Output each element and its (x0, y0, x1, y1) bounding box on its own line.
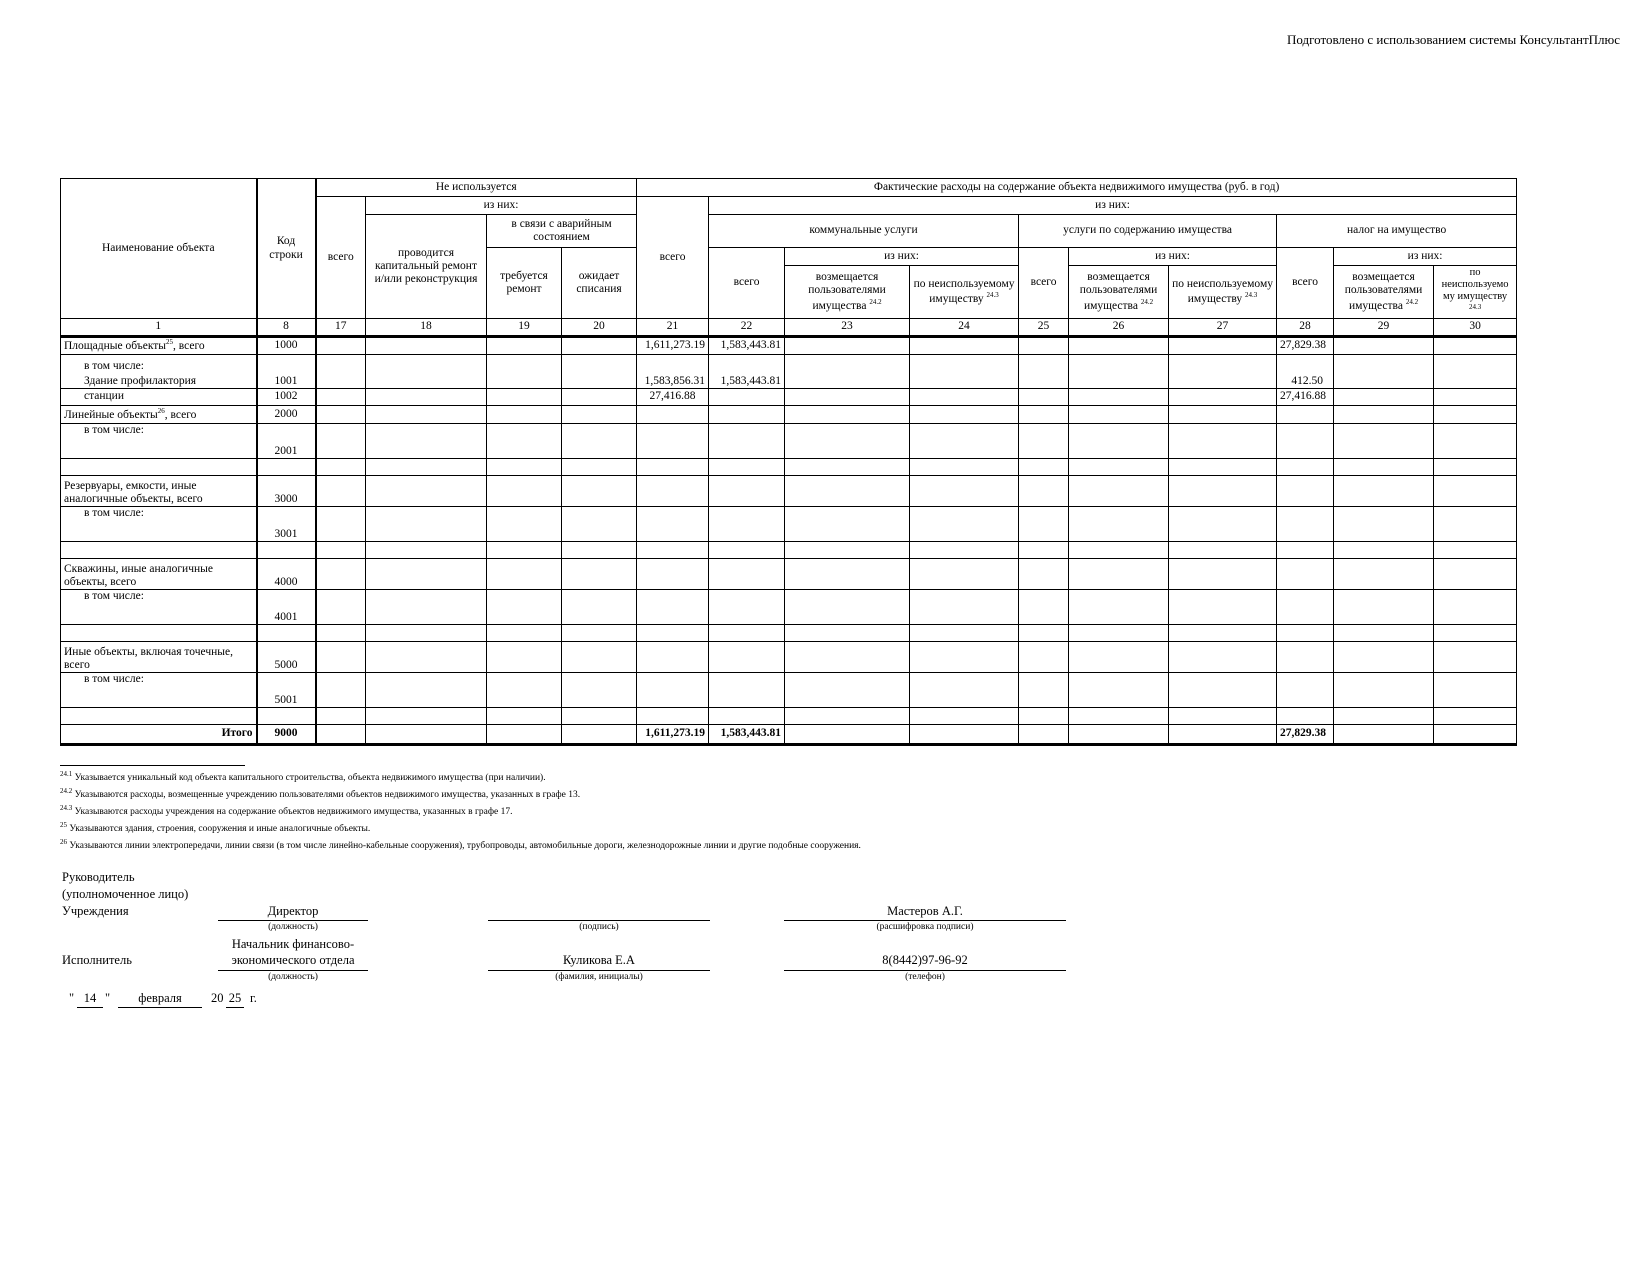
exec-position-caption: (должность) (268, 972, 318, 982)
exec-name: Куликова Е.А (563, 953, 635, 967)
colnum: 29 (1334, 319, 1434, 337)
header-tax-iz-nih: из них: (1334, 248, 1517, 266)
header-emergency: в связи с аварийным состоянием (487, 215, 637, 248)
exec-phone-caption: (телефон) (905, 972, 945, 982)
row-name: Линейные объекты$^{26}$, всего (61, 406, 257, 424)
header-capital-repair: проводится капитальный ремонт и/или реконструкция (366, 215, 487, 319)
row-code: 1002 (257, 389, 316, 406)
table-row (61, 642, 1517, 673)
row-name: в том числе: (61, 507, 257, 542)
table-row (61, 406, 1517, 424)
date-g: г. (250, 991, 257, 1005)
table-row (61, 507, 1517, 542)
row-name: Скважины, иные аналогичные объекты, всего (61, 559, 257, 590)
table-row (61, 625, 1517, 642)
table-row (61, 337, 1517, 355)
row-name: в том числе: (61, 424, 257, 459)
header-needs-repair: требуется ремонт (487, 248, 562, 319)
colnum: 30 (1434, 319, 1517, 337)
header-awaits-writeoff: ожидает списания (562, 248, 637, 319)
column-numbers-row (61, 319, 1517, 337)
total-label: Итого (61, 725, 257, 745)
row-name: Иные объекты, включая точечные, всего (61, 642, 257, 673)
exec-name-line (488, 970, 710, 971)
row-name: Резервуары, емкости, иные аналогичные объекты, всего (61, 476, 257, 507)
colnum: 27 (1169, 319, 1277, 337)
colnum: 24 (910, 319, 1019, 337)
colnum: 17 (316, 319, 366, 337)
date-quote-close: " (105, 991, 111, 1005)
colnum: 28 (1277, 319, 1334, 337)
row-name: станции (61, 389, 257, 406)
row-code: 2000 (257, 406, 316, 424)
date-year-line (226, 1007, 244, 1008)
header-maintenance: услуги по содержанию имущества (1019, 215, 1277, 248)
exec-phone: 8(8442)97-96-92 (882, 953, 968, 967)
exec-label: Исполнитель (62, 953, 132, 967)
header-not-used: Не используется (316, 179, 637, 197)
colnum: 26 (1069, 319, 1169, 337)
footnote-divider (60, 765, 245, 766)
colnum: 21 (637, 319, 709, 337)
head-position-caption: (должность) (268, 922, 318, 932)
head-signature-caption: (подпись) (579, 922, 619, 932)
date-day-line (77, 1007, 103, 1008)
row-name: в том числе: Здание профилактория (61, 355, 257, 389)
header-29: возмещается пользователями имущества $^{24.2}$ (1334, 266, 1434, 319)
real-estate-costs-table (60, 178, 1517, 746)
header-26: возмещается пользователями имущества $^{24.2}$ (1069, 266, 1169, 319)
header-actual-costs: Фактические расходы на содержание объекта недвижимого имущества (руб. в год) (637, 179, 1517, 197)
table-row (61, 559, 1517, 590)
date-century: 20 (211, 991, 224, 1005)
header-maintenance-iz-nih: из них: (1069, 248, 1277, 266)
total-28: 27,829.38 (1277, 725, 1334, 745)
colnum: 23 (785, 319, 910, 337)
header-25-total: всего (1019, 248, 1069, 319)
header-not-used-iz-nih: из них: (366, 197, 637, 215)
footnote: $^{26}$ Указываются линии электропередачи, линии связи (в том числе линейно-кабельные сооружения), трубопроводы, автомобильные дороги, железнодорожные линии и другие подобные сооружения. (60, 838, 861, 852)
colnum: 25 (1019, 319, 1069, 337)
row-code: 1001 (257, 355, 316, 389)
head-label-3: Учреждения (62, 904, 129, 918)
colnum: 1 (61, 319, 257, 337)
table-row (61, 708, 1517, 725)
cell-22: 1,583,443.81 (709, 355, 785, 389)
footnote: $^{24.1}$ Указывается уникальный код объекта капитального строительства, объекта недвижимого имущества (при наличии). (60, 770, 546, 784)
date-quote-open: " (69, 991, 75, 1005)
date-day: 14 (83, 991, 97, 1005)
table-row (61, 542, 1517, 559)
colnum: 19 (487, 319, 562, 337)
exec-position-line (218, 970, 368, 971)
cell-28: 412.50 (1277, 355, 1334, 389)
header-code: Код строки (257, 179, 316, 319)
footnote: $^{25}$ Указываются здания, строения, сооружения и иные аналогичные объекты. (60, 821, 371, 835)
cell-28: 27,416.88 (1277, 389, 1334, 406)
header-name: Наименование объекта (61, 179, 257, 319)
header-utilities: коммунальные услуги (709, 215, 1019, 248)
row-code: 2001 (257, 424, 316, 459)
header-17-total: всего (316, 197, 366, 319)
table-row (61, 355, 1517, 389)
cell-21: 27,416.88 (637, 389, 709, 406)
header-30: по неиспользуемо му имуществу $^{24.3}$ (1434, 266, 1517, 319)
header-utilities-iz-nih: из них: (785, 248, 1019, 266)
header-22-total: всего (709, 248, 785, 319)
total-22: 1,583,443.81 (709, 725, 785, 745)
row-code: 5001 (257, 673, 316, 708)
row-code: 1000 (257, 337, 316, 355)
table-row (61, 673, 1517, 708)
cell-21: 1,611,273.19 (637, 337, 709, 355)
row-code: 3001 (257, 507, 316, 542)
head-signature-line (488, 920, 710, 921)
exec-position-2: экономического отдела (231, 953, 355, 967)
row-name: в том числе: (61, 590, 257, 625)
header-28-total: всего (1277, 248, 1334, 319)
colnum: 8 (257, 319, 316, 337)
cell-22: 1,583,443.81 (709, 337, 785, 355)
date-month-line (118, 1007, 202, 1008)
date-year: 25 (228, 991, 242, 1005)
row-code: 4000 (257, 559, 316, 590)
header-property-tax: налог на имущество (1277, 215, 1517, 248)
exec-phone-line (784, 970, 1066, 971)
table-row (61, 476, 1517, 507)
row-code: 3000 (257, 476, 316, 507)
footnote: $^{24.3}$ Указываются расходы учреждения на содержание объектов недвижимого имущества, указанных в графе 17. (60, 804, 513, 818)
head-name-caption: (расшифровка подписи) (876, 922, 974, 932)
table-row (61, 590, 1517, 625)
header-21-total: всего (637, 197, 709, 319)
head-position: Директор (267, 904, 319, 918)
row-code: 4001 (257, 590, 316, 625)
table-row (61, 389, 1517, 406)
colnum: 20 (562, 319, 637, 337)
row-code: 5000 (257, 642, 316, 673)
colnum: 22 (709, 319, 785, 337)
table-row (61, 424, 1517, 459)
date-month: февраля (138, 991, 182, 1005)
cell-28: 27,829.38 (1277, 337, 1334, 355)
header-23: возмещается пользователями имущества $^{24.2}$ (785, 266, 910, 319)
total-21: 1,611,273.19 (637, 725, 709, 745)
table-row (61, 459, 1517, 476)
header-24: по неиспользуемому имуществу $^{24.3}$ (910, 266, 1019, 319)
total-row (61, 725, 1517, 745)
head-position-line (218, 920, 368, 921)
head-name-line (784, 920, 1066, 921)
colnum: 18 (366, 319, 487, 337)
header-27: по неиспользуемому имуществу $^{24.3}$ (1169, 266, 1277, 319)
cell-21: 1,583,856.31 (637, 355, 709, 389)
header-costs-iz-nih: из них: (709, 197, 1517, 215)
total-code: 9000 (257, 725, 316, 745)
head-label-1: Руководитель (62, 870, 135, 884)
prepared-with-note: Подготовлено с использованием системы КонсультантПлюс (1286, 32, 1620, 47)
row-name: Площадные объекты$^{25}$, всего (61, 337, 257, 355)
head-label-2: (уполномоченное лицо) (62, 887, 189, 901)
exec-name-caption: (фамилия, инициалы) (555, 972, 643, 982)
footnotes (60, 770, 861, 855)
exec-position-1: Начальник финансово- (231, 937, 355, 951)
head-name: Мастеров А.Г. (887, 904, 963, 918)
row-name: в том числе: (61, 673, 257, 708)
footnote: $^{24.2}$ Указываются расходы, возмещенные учреждению пользователями объектов недвижимого имущества, указанных в графе 13. (60, 787, 581, 801)
